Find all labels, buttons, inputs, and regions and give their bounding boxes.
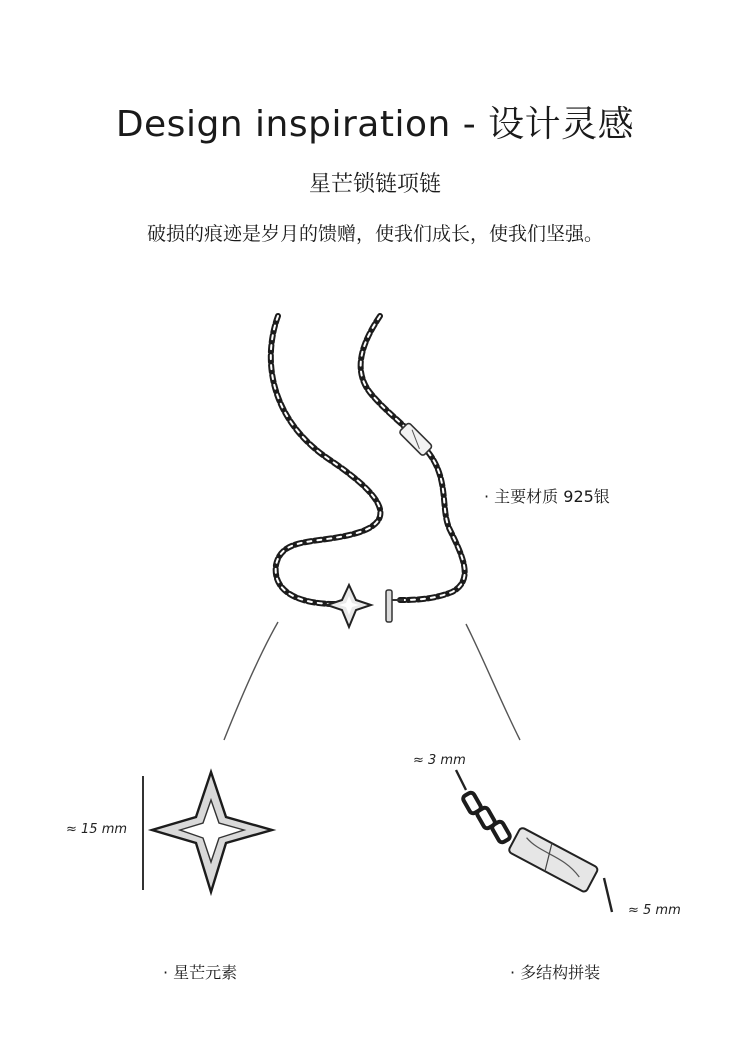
- chain-necklace-illustration: [271, 316, 465, 604]
- design-tagline: 破损的痕迹是岁月的馈赠，使我们成长，使我们坚强。: [146, 223, 603, 245]
- link-width-dimension: ≈ 3 mm: [413, 753, 466, 768]
- multi-structure-label: · 多结构拼装: [510, 963, 601, 982]
- toggle-bar-icon: [386, 590, 404, 622]
- product-name: 星芒锁链项链: [308, 172, 441, 197]
- star-element-label: · 星芒元素: [163, 963, 238, 982]
- star-element-detail: [143, 772, 272, 892]
- page-title: Design inspiration - 设计灵感: [115, 104, 635, 145]
- star-pendant-icon: [327, 585, 371, 627]
- material-label: · 主要材质 925银: [484, 487, 610, 506]
- star-height-dimension: ≈ 15 mm: [66, 822, 128, 837]
- chain-clasp-detail-icon: [456, 770, 612, 912]
- clasp-width-dimension: ≈ 5 mm: [628, 903, 681, 918]
